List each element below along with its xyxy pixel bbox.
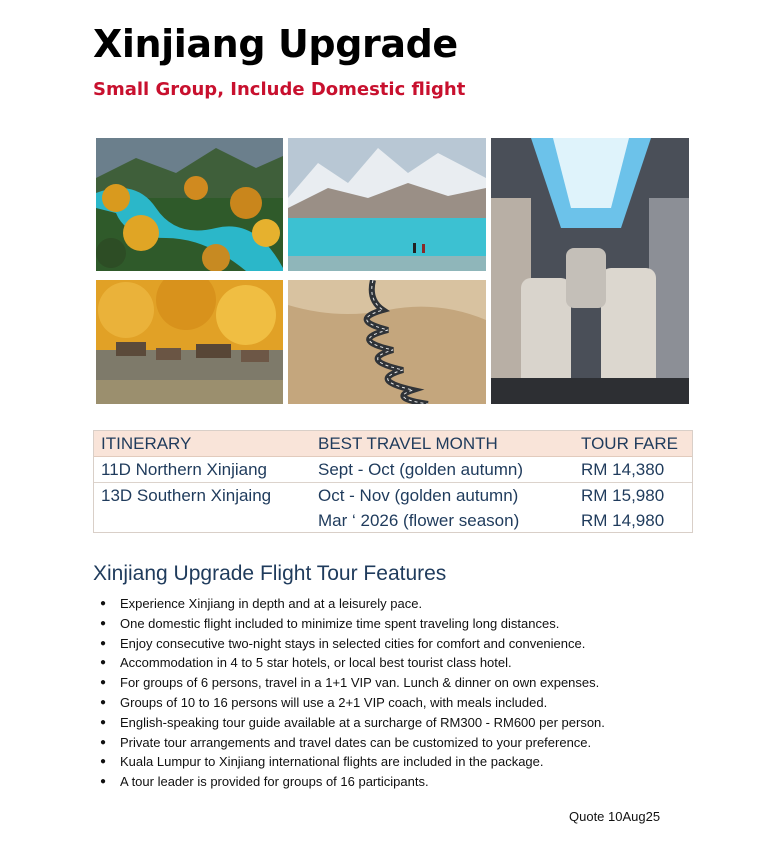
quote-date: Quote 10Aug25 — [569, 809, 661, 824]
list-item — [93, 614, 713, 634]
feature-text: Accommodation in 4 to 5 star hotels, or local best tourist class hotel. — [120, 655, 512, 671]
list-item — [93, 594, 713, 614]
header-tour-fare: TOUR FARE — [581, 434, 678, 453]
autumn-village-photo — [96, 280, 283, 404]
lake-mountain-photo — [288, 138, 486, 271]
bullet-icon: ● — [100, 598, 107, 609]
itinerary-cell: 11D Northern Xinjiang — [101, 460, 267, 479]
travel-month-cell: Sept - Oct (golden autumn) — [318, 460, 524, 479]
feature-text: One domestic flight included to minimize time spent traveling long distances. — [120, 615, 560, 631]
bullet-icon: ● — [100, 677, 107, 689]
fare-cell: RM 14,980 — [581, 511, 665, 530]
fare-cell: RM 14,380 — [581, 460, 665, 479]
bullet-icon: ● — [100, 617, 107, 629]
fare-cell: RM 15,980 — [581, 486, 665, 505]
list-item — [93, 634, 713, 654]
list-item — [93, 733, 713, 753]
table-row — [94, 508, 692, 533]
feature-text: Enjoy consecutive two-night stays in selected cities for comfort and convenience. — [120, 635, 586, 651]
list-item — [93, 752, 713, 772]
table-header-row — [94, 431, 692, 457]
bullet-icon: ● — [100, 716, 107, 728]
itinerary-cell: 13D Southern Xinjaing — [101, 486, 272, 505]
features-heading: Xinjiang Upgrade Flight Tour Features — [93, 562, 447, 585]
features-list — [93, 594, 713, 792]
feature-text: English-speaking tour guide available at a surcharge of RM300 - RM600 per person. — [120, 714, 605, 730]
bullet-icon: ● — [100, 736, 107, 748]
bullet-icon: ● — [100, 637, 107, 649]
feature-text: Private tour arrangements and travel dates can be customized to your preference. — [120, 734, 592, 750]
list-item — [93, 693, 713, 713]
feature-text: For groups of 6 persons, travel in a 1+1 VIP van. Lunch & dinner on own expenses. — [120, 675, 600, 691]
bullet-icon: ● — [100, 657, 107, 669]
bullet-icon: ● — [100, 756, 107, 768]
header-itinerary: ITINERARY — [101, 434, 192, 453]
list-item — [93, 653, 713, 673]
feature-text: A tour leader is provided for groups of 16 participants. — [120, 774, 429, 790]
winding-road-photo — [288, 280, 486, 404]
itinerary-table — [93, 430, 693, 533]
travel-month-cell: Oct - Nov (golden autumn) — [318, 486, 519, 505]
table-row — [94, 483, 692, 508]
list-item — [93, 772, 713, 792]
page-subtitle: Small Group, Include Domestic flight — [93, 79, 466, 100]
table-row — [94, 457, 692, 482]
bullet-icon: ● — [100, 776, 107, 788]
feature-text: Kuala Lumpur to Xinjiang international flights are included in the package. — [120, 754, 544, 770]
feature-text: Groups of 10 to 16 persons will use a 2+1 VIP coach, with meals included. — [120, 694, 548, 710]
page-title: Xinjiang Upgrade — [93, 22, 458, 66]
list-item — [93, 673, 713, 693]
bullet-icon: ● — [100, 696, 107, 708]
feature-text: Experience Xinjiang in depth and at a leisurely pace. — [120, 596, 423, 611]
header-best-travel-month: BEST TRAVEL MONTH — [318, 434, 498, 453]
list-item — [93, 713, 713, 733]
river-forest-photo — [96, 138, 283, 271]
vip-van-interior-photo — [491, 138, 689, 404]
travel-month-cell: Mar ‘ 2026 (flower season) — [318, 511, 520, 530]
